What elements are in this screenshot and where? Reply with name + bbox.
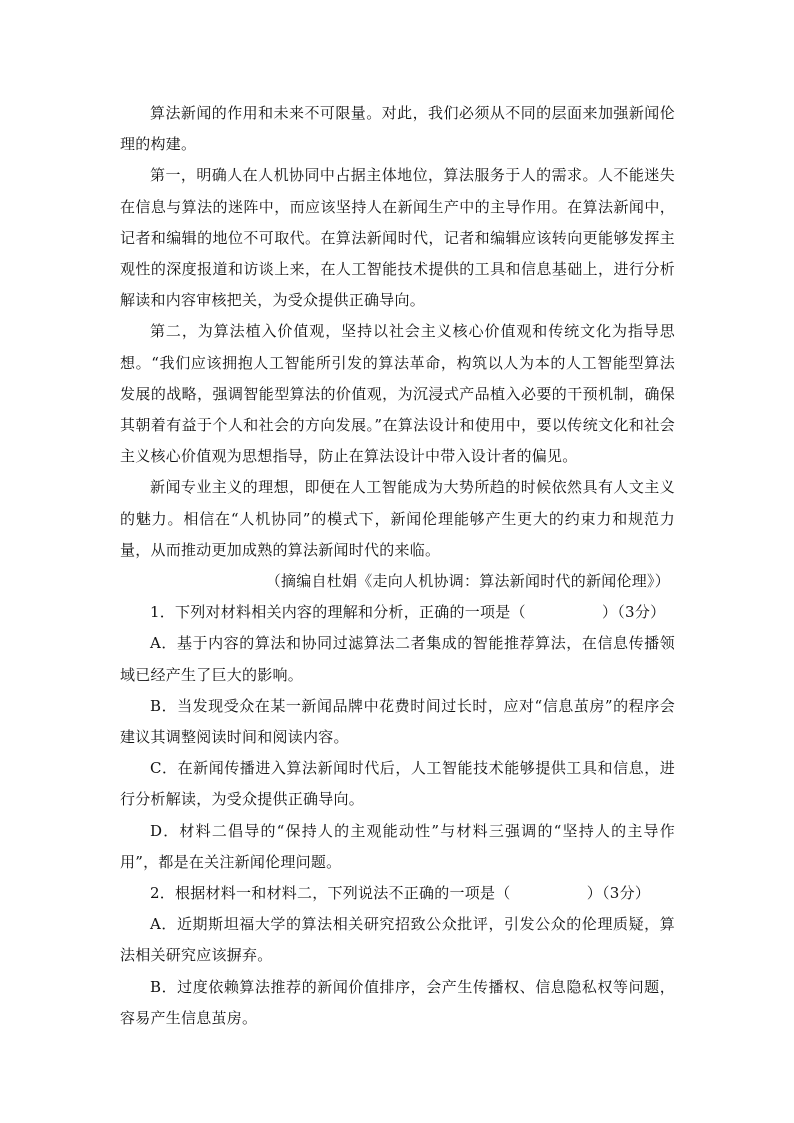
source-citation: （摘编自杜娟《走向人机协调：算法新闻时代的新闻伦理》）	[265, 572, 670, 591]
question-1-option-b: B．当发现受众在某一新闻品牌中花费时间过长时，应对“信息茧房”的程序会建议其调整阅读时间和阅读内容。	[120, 696, 675, 747]
question-1-option-d: D．材料二倡导的“保持人的主观能动性”与材料三强调的“坚持人的主导作用”，都是在关注新闻伦理问题。	[120, 821, 675, 871]
paragraph-1: 算法新闻的作用和未来不可限量。对此，我们必须从不同的层面来加强新闻伦理的构建。	[120, 104, 675, 154]
question-1-stem: 1．下列对材料相关内容的理解和分析，正确的一项是（ ）（3分）	[150, 603, 666, 622]
question-2-option-a: A．近期斯坦福大学的算法相关研究招致公众批评，引发公众的伦理质疑，算法相关研究应该摒弃。	[120, 915, 675, 965]
document-body	[120, 98, 675, 1034]
paragraph-4: 新闻专业主义的理想，即便在人工智能成为大势所趋的时候依然具有人文主义的魅力。相信在“人机协同”的模式下，新闻伦理能够产生更大的约束力和规范力量，从而推动更加成熟的算法新闻时代的来临。	[120, 478, 675, 559]
question-2-option-b: B．过度依赖算法推荐的新闻价值排序，会产生传播权、信息隐私权等问题，容易产生信息茧房。	[120, 977, 675, 1027]
question-2-stem: 2．根据材料一和材料二，下列说法不正确的一项是（ ）（3分）	[150, 884, 651, 903]
paragraph-3: 第二，为算法植入价值观，坚持以社会主义核心价值观和传统文化为指导思想。“我们应该拥抱人工智能所引发的算法革命，构筑以人为本的人工智能型算法发展的战略，强调智能型算法的价值观，为沉浸式产品植入必要的干预机制，确保其朝着有益于个人和社会的方向发展。”在算法设计和使用中，要以传统文化和社会主义核心价值观为思想指导，防止在算法设计中带入设计者的偏见。	[120, 322, 675, 466]
question-1-option-c: C．在新闻传播进入算法新闻时代后，人工智能技术能够提供工具和信息，进行分析解读，为受众提供正确导向。	[120, 759, 675, 809]
question-1-option-a: A．基于内容的算法和协同过滤算法二者集成的智能推荐算法，在信息传播领域已经产生了巨大的影响。	[120, 634, 675, 684]
paragraph-2: 第一，明确人在人机协同中占据主体地位，算法服务于人的需求。人不能迷失在信息与算法的迷阵中，而应该坚持人在新闻生产中的主导作用。在算法新闻中，记者和编辑的地位不可取代。在算法新闻时代，记者和编辑应该转向更能够发挥主观性的深度报道和访谈上来，在人工智能技术提供的工具和信息基础上，进行分析解读和内容审核把关，为受众提供正确导向。	[120, 166, 675, 310]
